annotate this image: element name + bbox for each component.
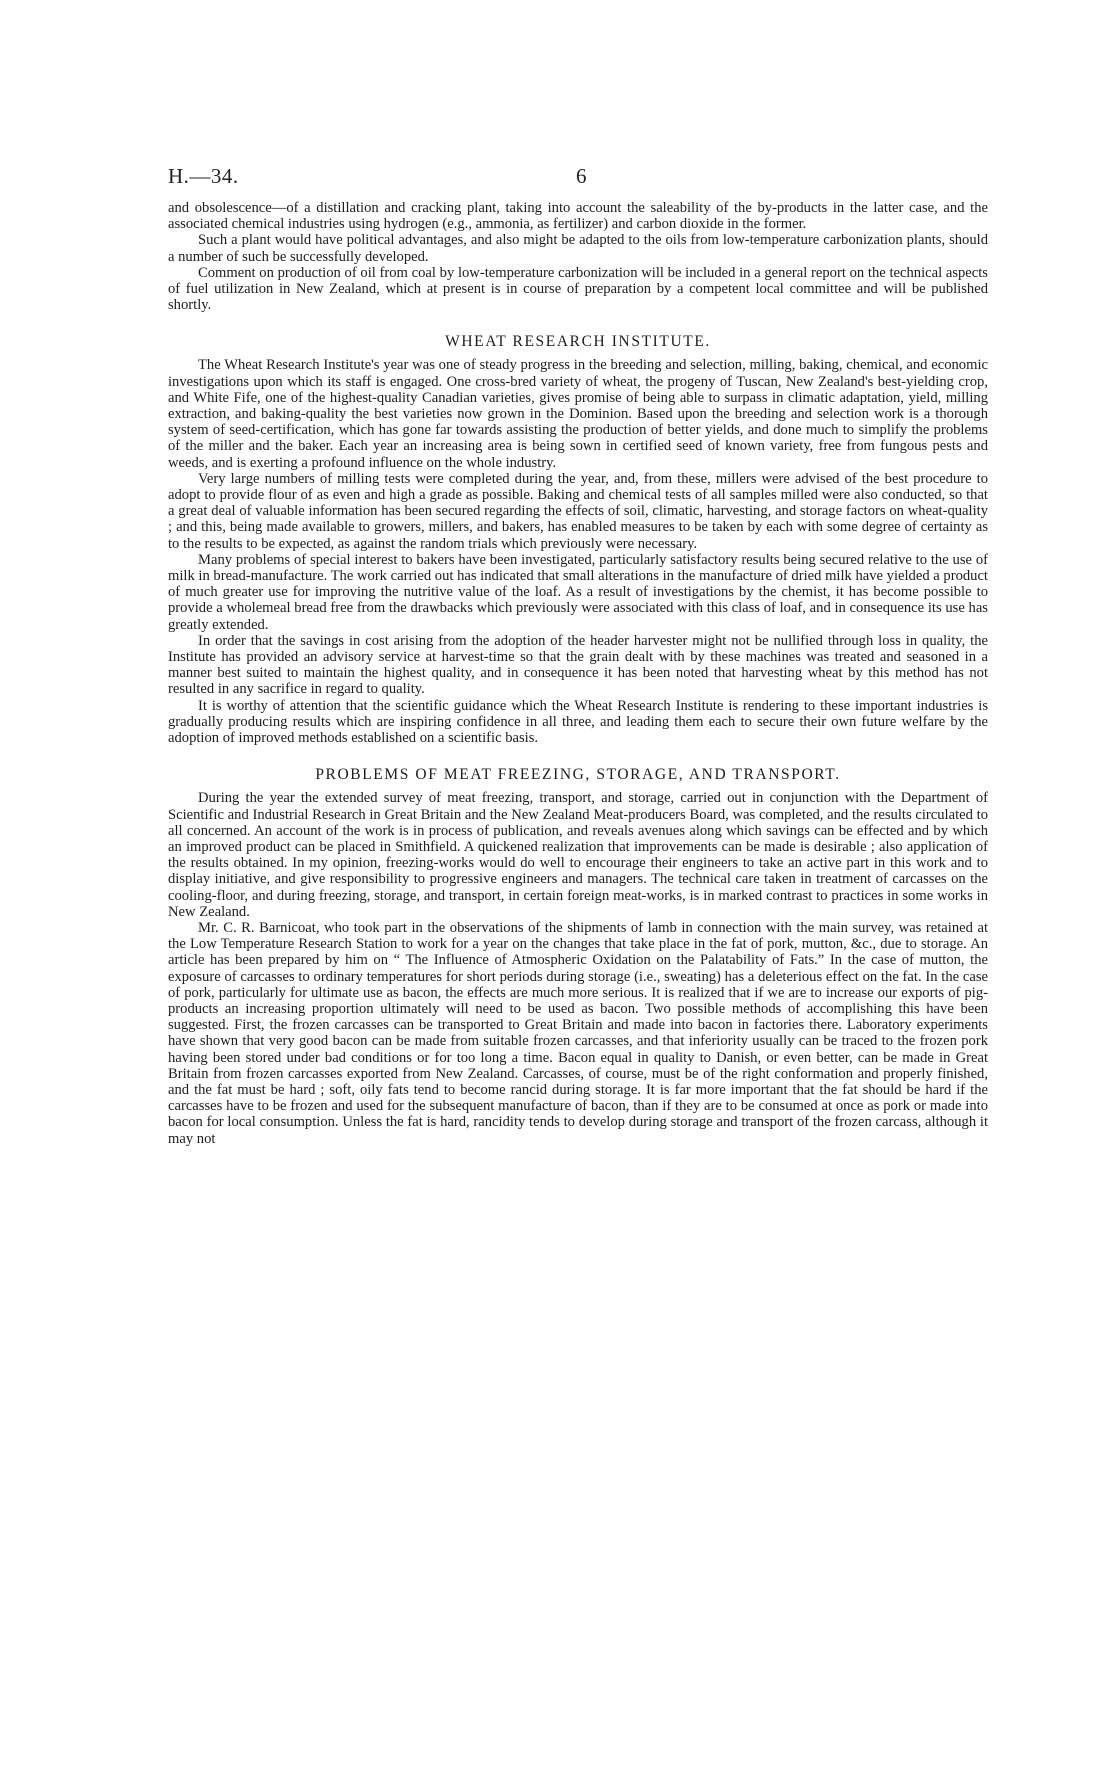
paragraph: It is worthy of attention that the scientific guidance which the Wheat Research Institute is rendering to these important industries is gradually producing results which are inspiring confidence in all three, and leading them each to secure their own future welfare by the adoption of improved methods established on a scientific basis. [168,697,988,747]
paragraph: In order that the savings in cost arising from the adoption of the header harvester might not be nullified through loss in quality, the Institute has provided an advisory service at harvest-time so that the grain dealt with by these machines was treated and seasoned in a manner best suited to maintain the highest quality, and in consequence it has been noted that harvesting wheat by this method has not resulted in any sacrifice in regard to quality. [168,632,988,698]
intro-section [168,200,988,313]
paragraph: Many problems of special interest to bakers have been investigated, particularly satisfactory results being secured relative to the use of milk in bread-manufacture. The work carried out has indicated that small alterations in the manufacture of dried milk have yielded a product of much greater use for improving the nutritive value of the loaf. As a result of investigations by the chemist, it has become possible to provide a wholemeal bread free from the drawbacks which previously were associated with this class of loaf, and in consequence its use has greatly extended. [168,551,988,633]
meat-section [168,766,988,1146]
paragraph: and obsolescence—of a distillation and cracking plant, taking into account the saleability of the by-products in the latter case, and the associated chemical industries using hydrogen (e.g., ammonia, as fertilizer) and carbon dioxide in the former. [168,200,988,233]
wheat-section [168,333,988,746]
paragraph: During the year the extended survey of meat freezing, transport, and storage, carried out in conjunction with the Department of Scientific and Industrial Research in Great Britain and the New Zealand Meat-producers Board, was completed, and the results circulated to all concerned. An account of the work is in process of publication, and reveals avenues along which savings can be effected and by which an improved product can be placed in Smithfield. A quickened realization that improvements can be made is desirable ; also application of the results obtained. In my opinion, freezing-works would do well to encourage their engineers to take an active part in this work and to display initiative, and give responsibility to progressive engineers and managers. The technical care taken in treatment of carcasses on the cooling-floor, and during freezing, storage, and transport, in certain foreign meat-works, is in marked contrast to practices in some works in New Zealand. [168,790,988,920]
page-number: 6 [576,164,587,188]
paragraph: Very large numbers of milling tests were completed during the year, and, from these, millers were advised of the best procedure to adopt to provide flour of as even and high a grade as possible. Baking and chemical tests of all samples milled were also conducted, so that a great deal of valuable information has been secured regarding the effects of soil, climatic, harvesting, and storage factors on wheat-quality ; and this, being made available to growers, millers, and bakers, has enabled measures to be taken by each with some degree of certainty as to the results to be expected, as against the random trials which previously were necessary. [168,470,988,552]
paragraph: Such a plant would have political advantages, and also might be adapted to the oils from low-temperature carbonization plants, should a number of such be successfully developed. [168,232,988,265]
section-heading: WHEAT RESEARCH INSTITUTE. [445,333,711,351]
page-header [168,160,988,200]
paragraph: The Wheat Research Institute's year was one of steady progress in the breeding and selection, milling, baking, chemical, and economic investigations upon which its staff is engaged. One cross-bred variety of wheat, the progeny of Tuscan, New Zealand's best-yielding crop, and White Fife, one of the highest-quality Canadian varieties, gives promise of being able to surpass in climatic adaptation, yield, milling extraction, and baking-quality the best varieties now grown in the Dominion. Based upon the breeding and selection work is a thorough system of seed-certification, which has gone far towards assisting the production of better yields, and done much to simplify the problems of the miller and the baker. Each year an increasing area is being sown in certified seed of known variety, free from fungous pests and weeds, and is exerting a profound influence on the whole industry. [168,357,988,471]
document-page [168,160,988,1147]
section-heading: PROBLEMS OF MEAT FREEZING, STORAGE, AND TRANSPORT. [315,766,841,784]
paragraph: Comment on production of oil from coal by low-temperature carbonization will be included in a general report on the technical aspects of fuel utilization in New Zealand, which at present is in course of preparation by a competent local committee and will be published shortly. [168,264,988,314]
document-reference: H.—34. [168,164,239,188]
paragraph: Mr. C. R. Barnicoat, who took part in the observations of the shipments of lamb in connection with the main survey, was retained at the Low Temperature Research Station to work for a year on the changes that take place in the fat of pork, mutton, &c., due to storage. An article has been prepared by him on “ The Influence of Atmospheric Oxidation on the Palatability of Fats.” In the case of mutton, the exposure of carcasses to ordinary temperatures for short periods during storage (i.e., sweating) has a deleterious effect on the fat. In the case of pork, particularly for ultimate use as bacon, the effects are much more serious. It is realized that if we are to increase our exports of pig-products an increasing proportion ultimately will need to be used as bacon. Two possible methods of accomplishing this have been suggested. First, the frozen carcasses can be transported to Great Britain and made into bacon in factories there. Laboratory experiments have shown that very good bacon can be made from suitable frozen carcasses, and that inferiority usually can be traced to the frozen pork having been stored under bad conditions or for too long a time. Bacon equal in quality to Danish, or even better, can be made in Great Britain from frozen carcasses exported from New Zealand. Carcasses, of course, must be of the right conformation and properly finished, and the fat must be hard ; soft, oily fats tend to become rancid during storage. It is far more important that the fat should be hard if the carcasses have to be frozen and used for the subsequent manufacture of bacon, than if they are to be consumed at once as pork or made into bacon for local consumption. Unless the fat is hard, rancidity tends to develop during storage and transport of the frozen carcass, although it may not [168,919,988,1147]
